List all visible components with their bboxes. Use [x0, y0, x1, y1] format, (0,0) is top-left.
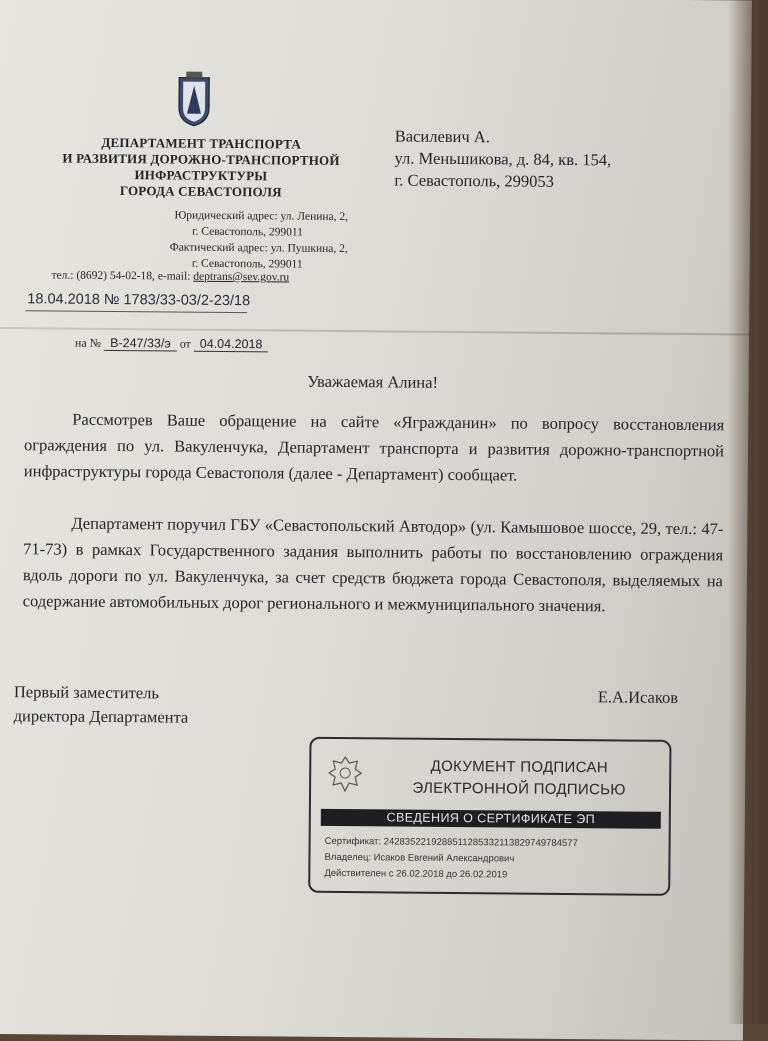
phone-text: тел.: (8692) 54-02-18, e-mail:	[51, 269, 194, 283]
department-name-line: ГОРОДА СЕВАСТОПОЛЯ	[119, 183, 282, 200]
electronic-signature-stamp	[308, 737, 671, 896]
reference-from: от	[179, 336, 191, 351]
coat-of-arms-icon	[325, 753, 365, 795]
sevastopol-emblem-icon	[175, 68, 214, 128]
department-name-line: ИНФРАСТРУКТУРЫ	[134, 167, 268, 184]
reference-line	[75, 336, 269, 353]
salutation: Уважаемая Алина!	[307, 371, 439, 392]
stamp-validity: Действителен с 26.02.2018 до 26.02.2019	[324, 867, 508, 881]
recipient-street: ул. Меньшикова, д. 84, кв. 154,	[394, 148, 612, 170]
email-link[interactable]: deptrans@sev.gov.ru	[193, 270, 290, 284]
recipient-city: г. Севастополь, 299053	[394, 170, 555, 191]
contacts-line	[51, 269, 289, 283]
reference-date: 04.04.2018	[194, 337, 269, 353]
actual-address-city: г. Севастополь, 299011	[191, 257, 303, 271]
stamp-certificate-bar: СВЕДЕНИЯ О СЕРТИФИКАТЕ ЭП	[321, 809, 661, 829]
actual-address: Фактический адрес: ул. Пушкина, 2,	[169, 241, 348, 256]
reference-prefix: на №	[74, 335, 102, 350]
department-name-line: ДЕПАРТАМЕНТ ТРАНСПОРТА	[101, 134, 302, 152]
body-paragraph: Рассмотрев Ваше обращение на сайте «Ягражданин» по вопросу восстановления ограждения по ул. Вакуленчука, Департамент транспорта и развития дорожно-транспортной инфраструктуры города Севастополя (далее - Департамент) сообщает.	[23, 409, 725, 485]
background-shadow	[728, 0, 768, 1024]
legal-address-city: г. Севастополь, 299011	[192, 225, 303, 239]
signatory-position: Первый заместитель	[13, 682, 159, 703]
stamp-title: ДОКУМЕНТ ПОДПИСАН	[430, 757, 608, 777]
stamp-certificate-number: Сертификат: 242835221928851128533211382974978457​7	[324, 835, 578, 850]
legal-address: Юридический адрес: ул. Ленина, 2,	[174, 209, 349, 224]
stamp-owner: Владелец: Исаков Евгений Александрович	[324, 851, 515, 865]
reference-number: В-247/33/э	[104, 336, 177, 352]
recipient-name: Василевич А.	[394, 126, 490, 147]
outgoing-number: 18.04.2018 № 1783/33-03/2-23/18	[27, 291, 251, 310]
stamp-title: ЭЛЕКТРОННОЙ ПОДПИСЬЮ	[412, 779, 626, 799]
signatory-name: Е.А.Исаков	[597, 687, 679, 707]
paper-fold	[0, 327, 749, 336]
department-name-line: И РАЗВИТИЯ ДОРОЖНО-ТРАНСПОРТНОЙ	[62, 150, 340, 168]
signatory-position: директора Департамента	[13, 706, 189, 727]
body-paragraph: Департамент поручил ГБУ «Севастопольский Автодор» (ул. Камышовое шоссе, 29, тел.: 47-71-73) в рамках Государственного задания выполнить работы по восстановлению ограждения вдоль дороги по ул. Вакуленчука, за счет средств бюджета города Севастополя, выделяемых на содержание автомобильных дорог регионального и межмуниципального значения.	[22, 513, 724, 616]
outgoing-underline	[25, 310, 247, 313]
